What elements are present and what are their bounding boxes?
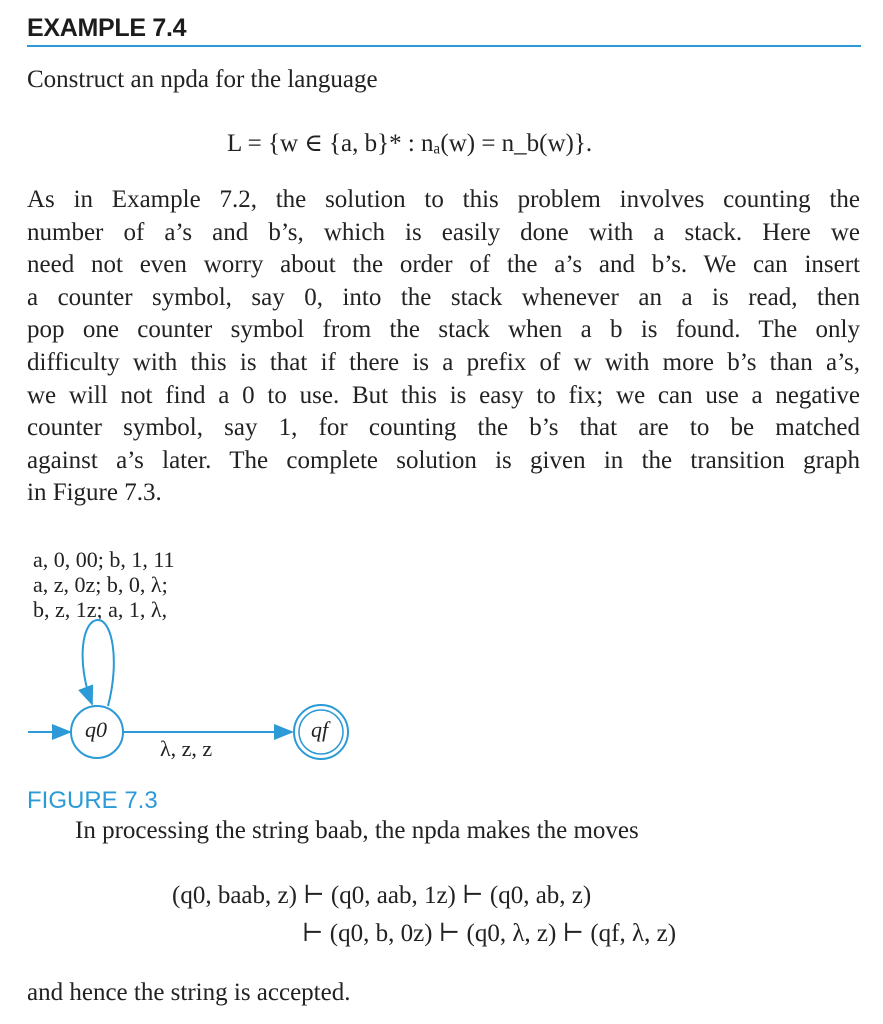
loop-label-line-2: a, z, 0z; b, 0, λ;: [33, 572, 168, 597]
transition-label: λ, z, z: [160, 736, 213, 761]
moves-line-1: (q0, baab, z) ⊢ (q0, aab, 1z) ⊢ (q0, ab, z): [172, 882, 592, 909]
paragraph-line: As in Example 7.2, the solution to this problem involves counting the: [27, 186, 860, 213]
figure-label: FIGURE 7.3: [27, 787, 158, 814]
paragraph-line: number of a’s and b’s, which is easily done with a stack. Here we: [27, 218, 860, 246]
heading-rule: [27, 45, 861, 47]
loop-label-line-3: b, z, 1z; a, 1, λ,: [33, 597, 168, 622]
paragraph-line: a counter symbol, say 0, into the stack whenever an a is read, then: [27, 283, 860, 311]
loop-label-line-1: a, 0, 00; b, 1, 11: [33, 547, 175, 572]
paragraph-line: in Figure 7.3.: [27, 479, 162, 507]
state-q0-label: q0: [85, 717, 107, 742]
paragraph-line: difficulty with this is that if there is a prefix of w with more b’s than a’s,: [27, 348, 860, 376]
paragraph-line: we will not find a 0 to use. But this is easy to fix; we can use a negative: [27, 381, 860, 409]
figure-caption: In processing the string baab, the npda makes the moves: [75, 817, 639, 844]
self-loop-edge: [83, 620, 114, 706]
intro-text: Construct an npda for the language: [27, 66, 378, 93]
moves-line-2: ⊢ (q0, b, 0z) ⊢ (q0, λ, z) ⊢ (qf, λ, z): [302, 920, 677, 947]
paragraph-line: need not even worry about the order of the a’s and b’s. We can insert: [27, 251, 860, 279]
transition-graph: [0, 600, 883, 780]
paragraph-line: counter symbol, say 1, for counting the b’s that are to be matched: [27, 414, 860, 442]
state-qf-label: qf: [311, 717, 329, 742]
paragraph-line: pop one counter symbol from the stack when a b is found. The only: [27, 316, 860, 344]
closing-text: and hence the string is accepted.: [27, 979, 351, 1006]
example-heading: EXAMPLE 7.4: [27, 14, 187, 42]
paragraph-line: against a’s later. The complete solution is given in the transition graph: [27, 446, 860, 474]
explanation-paragraph: [27, 184, 860, 510]
language-equation: L = {w ∈ {a, b}* : nₐ(w) = n_b(w)}.: [227, 130, 593, 157]
